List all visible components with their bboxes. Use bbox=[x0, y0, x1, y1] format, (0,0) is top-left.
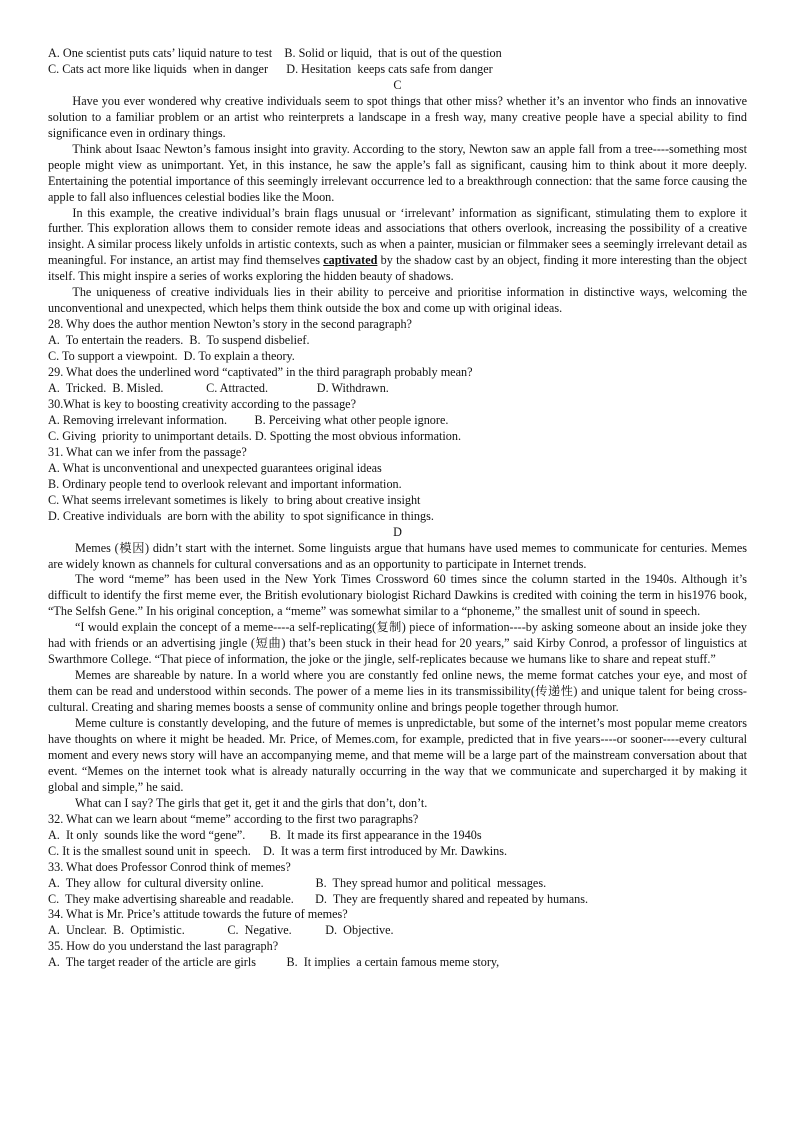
paragraph: Meme culture is constantly developing, and the future of memes is unpredictable, but some of the internet’s most popular meme creators have thoughts on where it might be headed. Mr. Price, of Memes.com, for example, predicted that in five years----or sooner----every cultural moment and every news story will have an accompanying meme, and that meme will be a large part of the mainstream conversation about that event. “Memes on the internet took what is already naturally occurring in the way that we communicate and supercharged it by making it global and simple,” he said. bbox=[48, 716, 747, 794]
question-stem: 28. Why does the author mention Newton’s story in the second paragraph? bbox=[48, 317, 412, 332]
question bbox=[48, 445, 747, 525]
answer-option: C. They make advertising shareable and readable. D. They are frequently shared and repeated by humans. bbox=[48, 891, 588, 906]
answer-option: D. Creative individuals are born with the ability to spot significance in things. bbox=[48, 508, 434, 523]
question-stem: 33. What does Professor Conrod think of memes? bbox=[48, 859, 291, 874]
answer-option: C. It is the smallest sound unit in speech. D. It was a term first introduced by Mr. Dawkins. bbox=[48, 843, 507, 858]
question-stem: 31. What can we infer from the passage? bbox=[48, 444, 247, 459]
question-stem: 30.What is key to boosting creativity according to the passage? bbox=[48, 396, 356, 411]
question bbox=[48, 812, 747, 860]
paragraph: What can I say? The girls that get it, get it and the girls that don’t, don’t. bbox=[75, 795, 428, 810]
answer-option: A. It only sounds like the word “gene”. B. It made its first appearance in the 1940s bbox=[48, 827, 482, 842]
paragraph: Memes (模因) didn’t start with the internet. Some linguists argue that humans have used memes to communicate for centuries. Memes are widely known as channels for cultural conversations and as an opportunity to participate in Internet trends. bbox=[48, 540, 747, 571]
answer-option: C. To support a viewpoint. D. To explain a theory. bbox=[48, 349, 295, 364]
passage-label: C bbox=[393, 77, 402, 92]
paragraph: Memes are shareable by nature. In a world where you are constantly fed online news, the meme format catches your eye, and most of them can be read and understood within seconds. The power of a meme lies in its transmissibility(传递性) and unique talent for being cross-cultural. Creating and sharing memes boosts a sense of community online and brings people together through humor. bbox=[48, 668, 747, 715]
question-stem: 32. What can we learn about “meme” according to the first two paragraphs? bbox=[48, 811, 419, 826]
question bbox=[48, 365, 747, 397]
paragraph: “I would explain the concept of a meme----a self-replicating(复制) piece of information----by asking someone about an inside joke they had with friends or an advertising jingle (短曲) that’s been stuck in their head for 20 years,” said Kirby Conrod, a professor of linguistics at Swarthmore College. “That piece of information, the joke or the jingle, self-replicates because we humans like to share and repeat stuff.” bbox=[48, 620, 747, 667]
question-stem: 34. What is Mr. Price’s attitude towards the future of memes? bbox=[48, 907, 348, 922]
question bbox=[48, 397, 747, 445]
passage-c bbox=[48, 78, 747, 525]
question bbox=[48, 907, 747, 939]
question-stem: 29. What does the underlined word “captivated” in the third paragraph probably mean? bbox=[48, 365, 473, 380]
answer-option: C. Giving priority to unimportant details. D. Spotting the most obvious information. bbox=[48, 428, 462, 443]
answer-option: A. What is unconventional and unexpected guarantees original ideas bbox=[48, 460, 382, 475]
paragraph: The word “meme” has been used in the New York Times Crossword 60 times since the column started in the 1940s. Although it’s difficult to identify the first meme ever, the British evolutionary biologist Richard Dawkins is credited with coining the term in his1976 book, “The Selfsh Gene.” In his original conception, a “meme” was somewhat similar to a “phoneme,” the smallest unit of sound in speech. bbox=[48, 572, 747, 619]
question bbox=[48, 317, 747, 365]
answer-option: A. Unclear. B. Optimistic. C. Negative. D. Objective. bbox=[48, 923, 394, 938]
paragraph: The uniqueness of creative individuals lies in their ability to perceive and prioritise information in distinctive ways, welcoming the unconventional and unexpected, which helps them think outside the box and come up with original ideas. bbox=[48, 285, 747, 316]
question bbox=[48, 939, 747, 971]
question bbox=[48, 860, 747, 908]
question-stem: 35. How do you understand the last paragraph? bbox=[48, 939, 279, 954]
answer-option: A. Tricked. B. Misled. C. Attracted. D. Withdrawn. bbox=[48, 381, 389, 396]
underlined-word: captivated bbox=[323, 253, 378, 268]
paragraph: Think about Isaac Newton’s famous insight into gravity. According to the story, Newton saw an apple fall from a tree----something most people might view as unimportant. Yet, in this instance, he saw the apple’s fall as significant, causing him to think about it more deeply. Entertaining the potential importance of this seemingly irrelevant occurrence led to a breakthrough connection: that the same force causing the apple to fall also influences celestial bodies like the Moon. bbox=[48, 141, 747, 204]
passage-d bbox=[48, 525, 747, 972]
answer-option: A. They allow for cultural diversity online. B. They spread humor and political messages. bbox=[48, 875, 547, 890]
paragraph bbox=[48, 206, 747, 286]
answer-option: A. The target reader of the article are girls B. It implies a certain famous meme story, bbox=[48, 955, 500, 970]
paragraph: Have you ever wondered why creative individuals seem to spot things that other miss? whether it’s an inventor who finds an innovative solution to a familiar problem or an artist who reinterprets a landscape in a fresh way, many creative people have a special ability to find significance even in ordinary things. bbox=[48, 93, 747, 140]
option-line: A. One scientist puts cats’ liquid nature to test B. Solid or liquid, that is out of the question bbox=[48, 46, 502, 60]
option-line: C. Cats act more like liquids when in danger D. Hesitation keeps cats safe from danger bbox=[48, 61, 493, 76]
previous-question-options bbox=[48, 46, 747, 78]
answer-option: A. To entertain the readers. B. To suspend disbelief. bbox=[48, 333, 310, 348]
passage-label: D bbox=[393, 524, 402, 539]
answer-option: B. Ordinary people tend to overlook relevant and important information. bbox=[48, 476, 402, 491]
answer-option: C. What seems irrelevant sometimes is likely to bring about creative insight bbox=[48, 492, 421, 507]
answer-option: A. Removing irrelevant information. B. Perceiving what other people ignore. bbox=[48, 412, 449, 427]
paragraph-text: by the shadow cast by an object, finding it more interesting than the object itself. This might inspire a series of works exploring the hidden beauty of shadows. bbox=[48, 253, 747, 284]
paragraph-text: In this example, the creative individual’s brain flags unusual or ‘irrelevant’ information as significant, stimulating them to explore it further. This exploration allows them to consider remote ideas and associations that others overlook, increasing the possibility of a creative insight. A similar process likely unfolds in artistic contexts, such as when a painter, musician or filmmaker sees a seemingly irrelevant detail as meaningful. For instance, an artist may find themselves bbox=[48, 205, 747, 268]
